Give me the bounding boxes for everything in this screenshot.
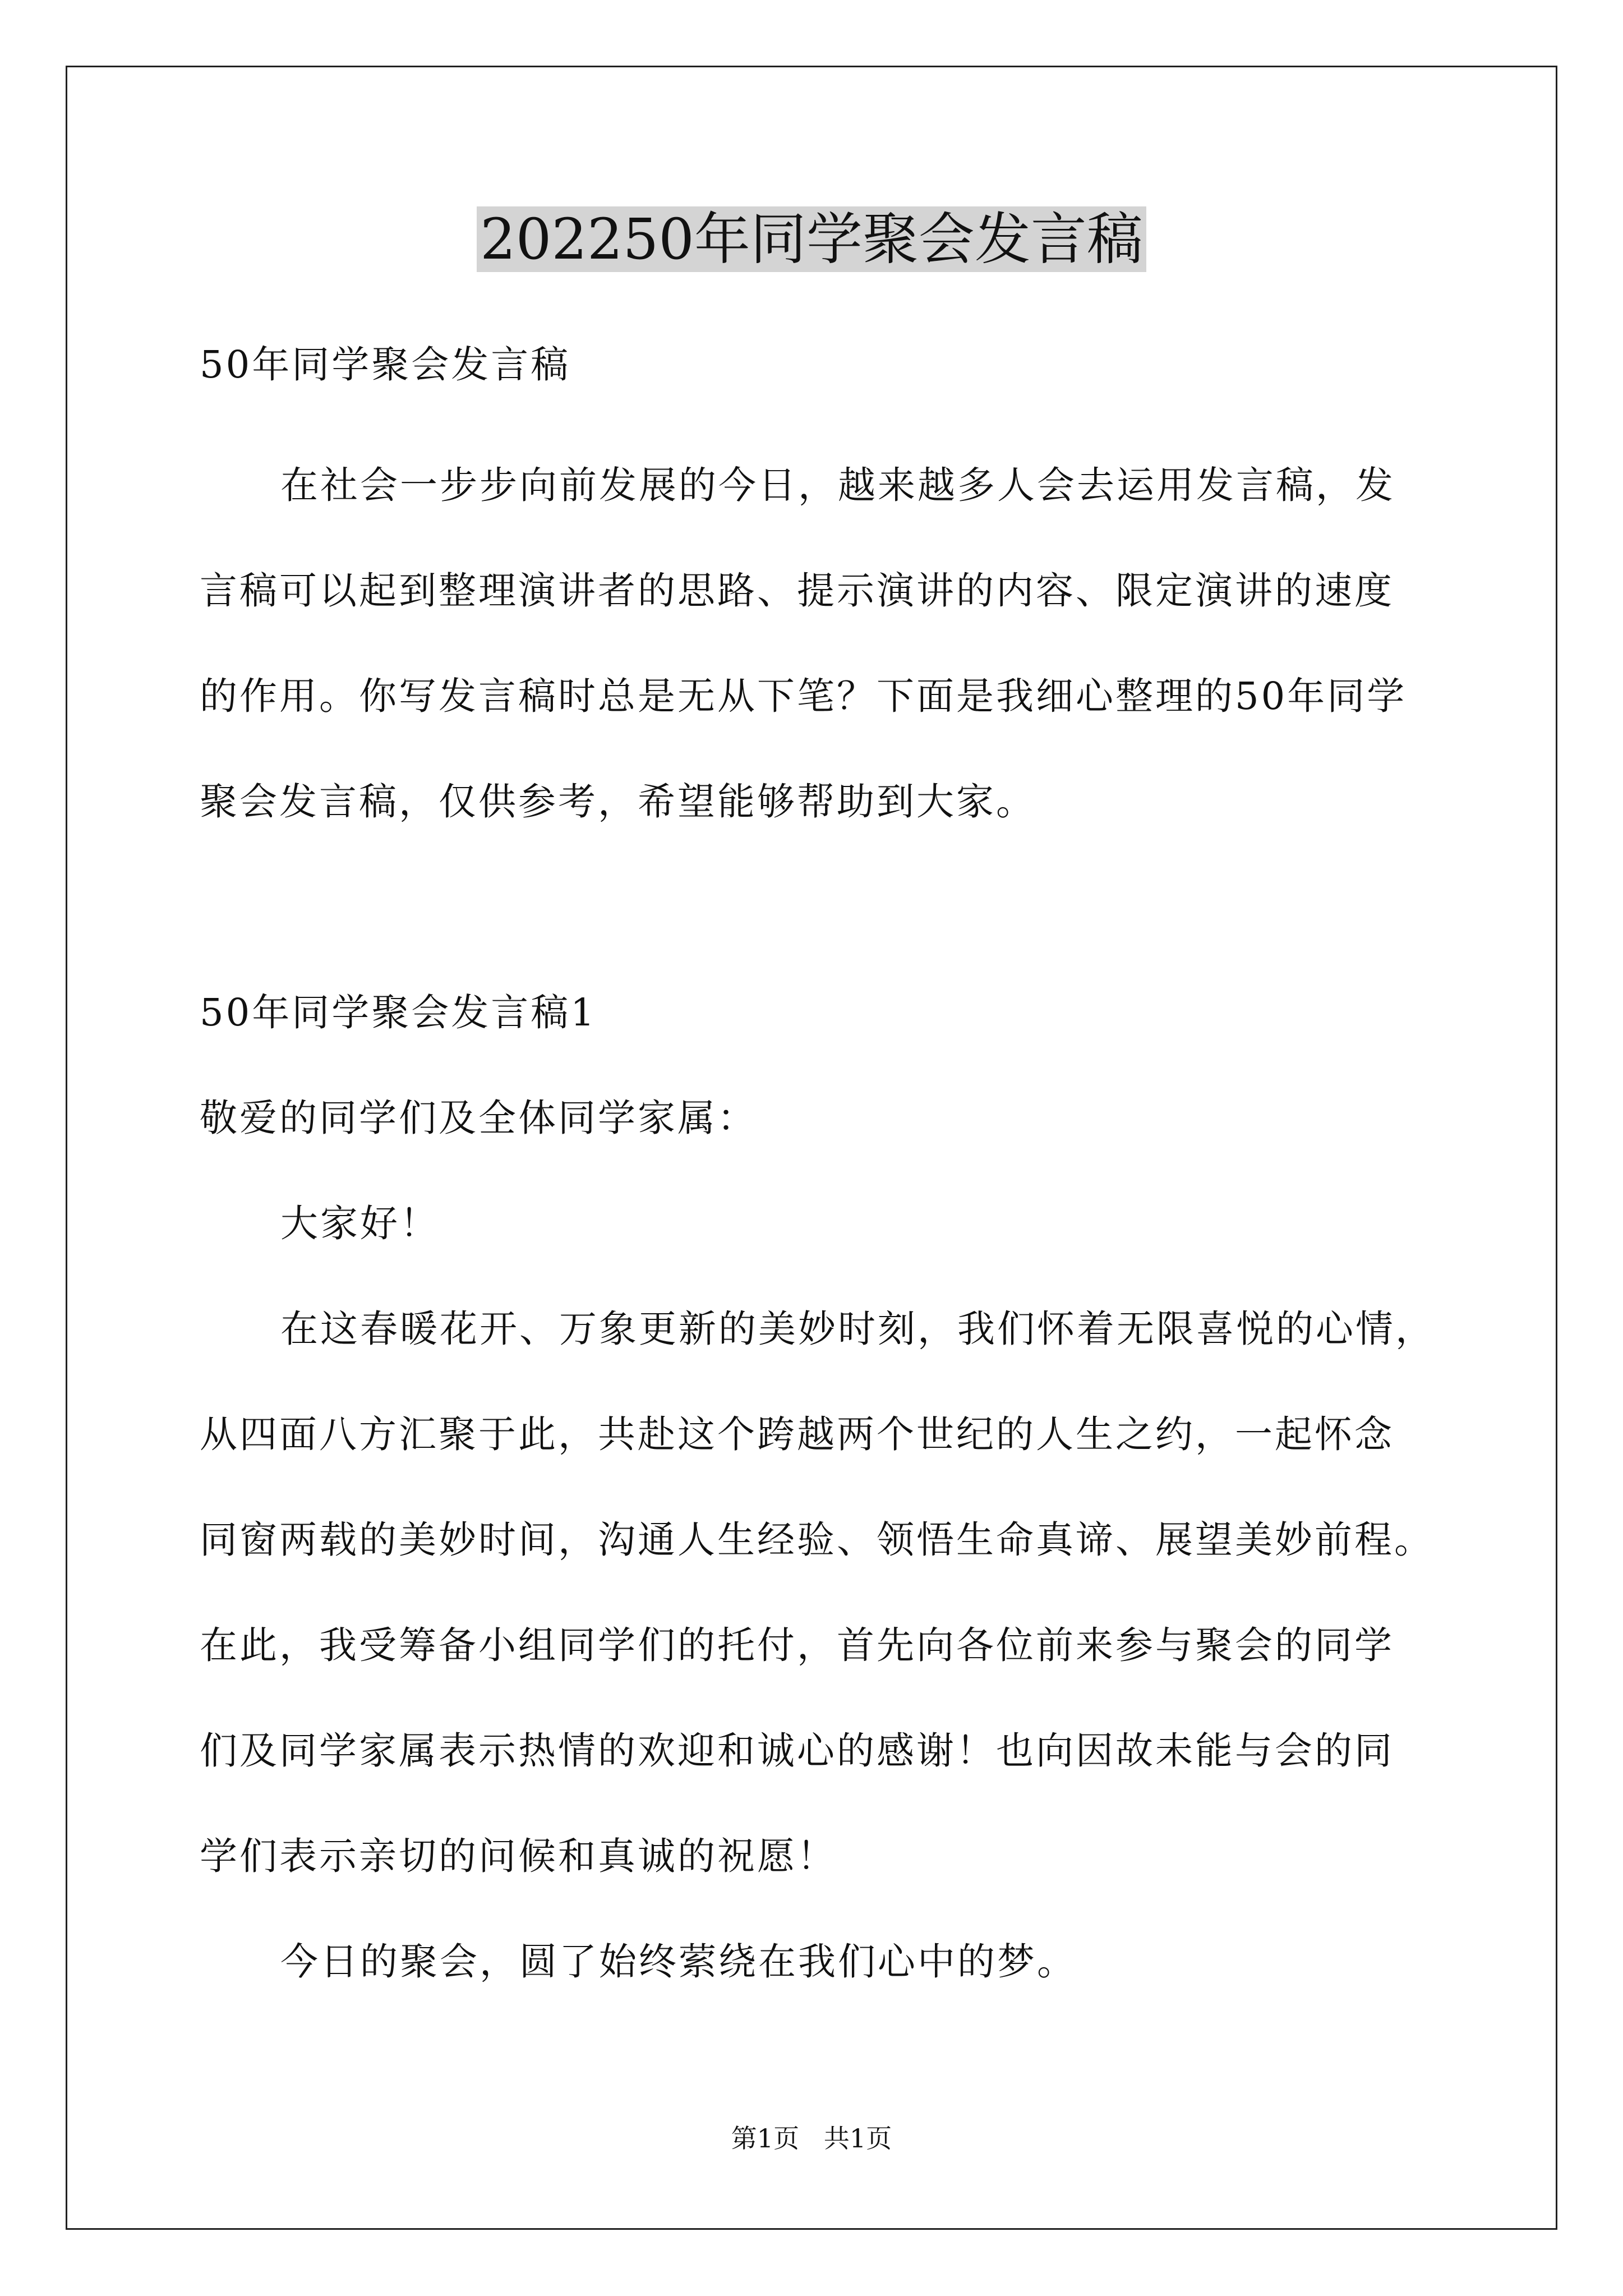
body-line: 学们表示亲切的问候和真诚的祝愿！ xyxy=(200,1834,837,1878)
body-line: 同窗两载的美妙时间，沟通人生经验、领悟生命真谛、展望美妙前程。 xyxy=(200,1518,1434,1562)
section-heading: 50年同学聚会发言稿 xyxy=(200,343,571,386)
body-line: 从四面八方汇聚于此，共赴这个跨越两个世纪的人生之约，一起怀念 xyxy=(200,1412,1394,1456)
body-line: 们及同学家属表示热情的欢迎和诚心的感谢！也向因故未能与会的同 xyxy=(200,1729,1394,1773)
intro-line: 在社会一步步向前发展的今日，越来越多人会去运用发言稿，发 xyxy=(280,463,1395,507)
intro-line: 言稿可以起到整理演讲者的思路、提示演讲的内容、限定演讲的速度 xyxy=(200,569,1394,613)
title-text: 202250年同学聚会发言稿 xyxy=(477,206,1146,272)
intro-line: 聚会发言稿，仅供参考，希望能够帮助到大家。 xyxy=(200,780,1036,823)
document-title xyxy=(0,197,1623,282)
body-line: 在这春暖花开、万象更新的美妙时刻，我们怀着无限喜悦的心情， xyxy=(280,1307,1435,1351)
greeting: 大家好！ xyxy=(280,1202,440,1245)
salutation: 敬爱的同学们及全体同学家属： xyxy=(200,1096,757,1140)
closing-line: 今日的聚会，圆了始终萦绕在我们心中的梦。 xyxy=(280,1940,1077,1984)
section-heading: 50年同学聚会发言稿1 xyxy=(200,991,597,1034)
intro-line: 的作用。你写发言稿时总是无从下笔？下面是我细心整理的50年同学 xyxy=(200,674,1407,718)
body-line: 在此，我受筹备小组同学们的托付，首先向各位前来参与聚会的同学 xyxy=(200,1623,1394,1667)
page-footer: 第1页 共1页 xyxy=(731,2123,892,2154)
